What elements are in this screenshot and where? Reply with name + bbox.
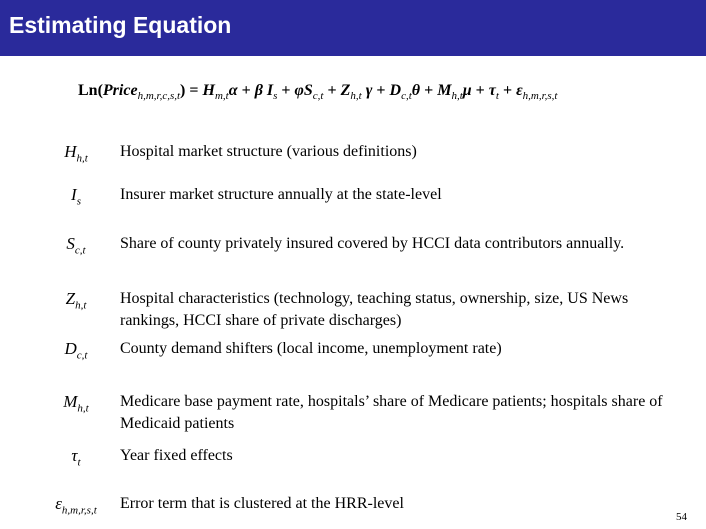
def-text-z: Hospital characteristics (technology, teaching status, ownership, size, US News rankings, HCCI share of private discharges) xyxy=(120,290,629,329)
page-number: 54 xyxy=(676,511,687,523)
def-sub: h,t xyxy=(75,299,87,312)
eq-d-sub: c,t xyxy=(401,90,412,103)
eq-epsilon: ε xyxy=(516,82,523,99)
eq-epsilon-sub: h,m,r,s,t xyxy=(522,90,558,103)
def-var: S xyxy=(66,234,75,253)
eq-phi: φ xyxy=(294,82,304,99)
eq-ln: Ln( xyxy=(78,82,103,99)
def-var: D xyxy=(64,339,77,358)
eq-tau: τ xyxy=(488,82,496,99)
def-sub: c,t xyxy=(74,244,86,257)
def-symbol-h xyxy=(40,142,112,164)
def-sub: h,t xyxy=(76,152,88,165)
eq-plus: + xyxy=(498,82,517,99)
eq-price: Price xyxy=(102,82,138,99)
def-sub: t xyxy=(77,456,81,469)
def-sub: c,t xyxy=(76,349,88,362)
eq-s-sub: c,t xyxy=(312,90,324,103)
def-symbol-m xyxy=(40,392,112,414)
eq-plus: + xyxy=(277,82,295,99)
eq-plus: + xyxy=(471,82,489,99)
def-text-d: County demand shifters (local income, unemployment rate) xyxy=(120,340,502,357)
def-text-tau: Year fixed effects xyxy=(120,447,233,464)
def-text-h: Hospital market structure (various definitions) xyxy=(120,143,417,160)
def-symbol-d xyxy=(40,339,112,361)
def-symbol-z xyxy=(40,289,112,311)
def-var: τ xyxy=(71,446,78,465)
def-var: ε xyxy=(55,494,62,513)
eq-plus: + xyxy=(420,82,438,99)
eq-d: D xyxy=(389,82,402,99)
def-sub: h,m,r,s,t xyxy=(61,504,97,517)
def-symbol-epsilon xyxy=(40,494,112,516)
def-text-i: Insurer market structure annually at the state-level xyxy=(120,186,442,203)
eq-h: H xyxy=(202,82,215,99)
title-bar xyxy=(0,0,706,56)
def-var: I xyxy=(71,185,77,204)
eq-plus: + xyxy=(237,82,255,99)
eq-plus: + xyxy=(323,82,341,99)
estimating-equation xyxy=(78,82,698,102)
slide-title: Estimating Equation xyxy=(9,12,232,38)
eq-alpha: α xyxy=(228,82,238,99)
eq-i-sub: s xyxy=(273,90,278,103)
eq-z: Z xyxy=(340,82,351,99)
eq-theta: θ xyxy=(411,82,421,99)
def-symbol-i xyxy=(40,185,112,207)
def-sub: s xyxy=(76,195,81,208)
eq-i: I xyxy=(266,82,274,99)
eq-s: S xyxy=(303,82,313,99)
def-symbol-tau xyxy=(40,446,112,468)
def-var: M xyxy=(63,392,78,411)
eq-m-sub: h,t xyxy=(451,90,463,103)
def-var: Z xyxy=(65,289,76,308)
def-text-s: Share of county privately insured covered by HCCI data contributors annually. xyxy=(120,235,625,252)
eq-equals: = xyxy=(185,82,203,99)
def-sub: h,t xyxy=(77,402,89,415)
eq-beta: β xyxy=(254,82,267,99)
eq-h-sub: m,t xyxy=(214,90,229,103)
eq-price-sub: h,m,r,c,s,t xyxy=(137,90,181,103)
def-var: H xyxy=(64,142,77,161)
def-text-epsilon: Error term that is clustered at the HRR-level xyxy=(120,495,404,512)
eq-gamma: γ xyxy=(361,82,373,99)
eq-tau-sub: t xyxy=(495,90,499,103)
eq-plus: + xyxy=(372,82,390,99)
eq-close-paren: ) xyxy=(180,82,186,99)
eq-z-sub: h,t xyxy=(350,90,362,103)
def-symbol-s xyxy=(40,234,112,256)
eq-mu: μ xyxy=(462,82,472,99)
eq-m: M xyxy=(437,82,452,99)
def-text-m: Medicare base payment rate, hospitals’ share of Medicare patients; hospitals share of Medicaid patients xyxy=(120,393,663,432)
